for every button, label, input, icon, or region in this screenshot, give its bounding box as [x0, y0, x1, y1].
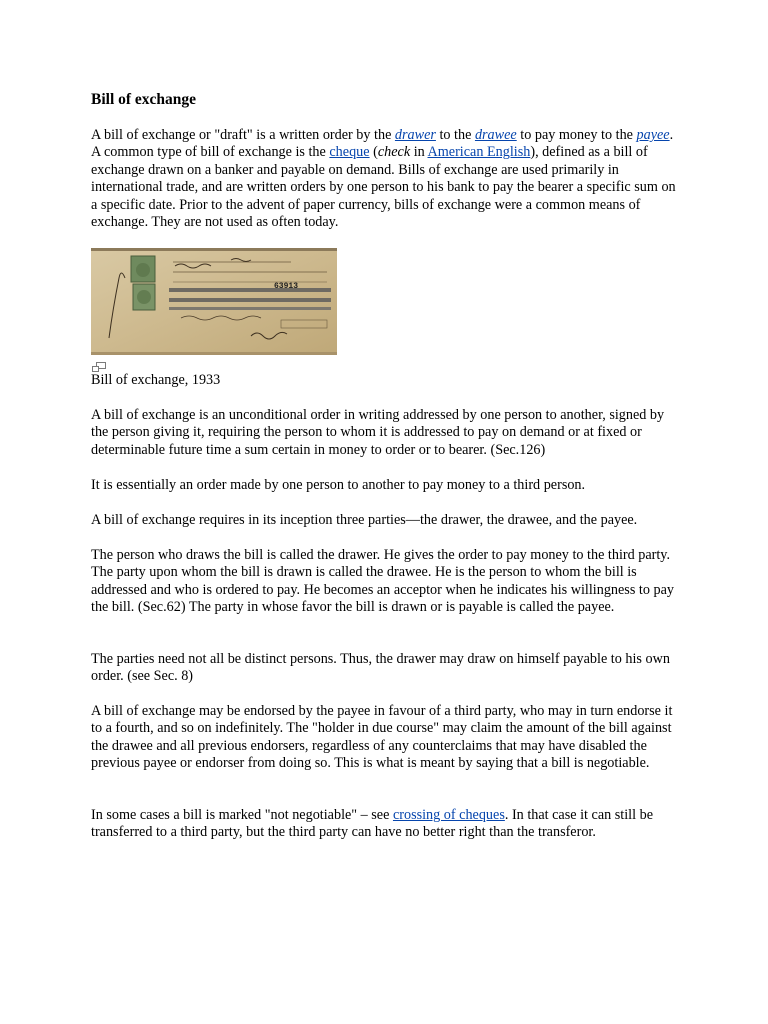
crossing-of-cheques-link[interactable]: crossing of cheques — [392, 807, 505, 823]
intro-text-3: to pay money to the — [516, 127, 637, 143]
payee-link[interactable]: payee — [636, 127, 670, 143]
cheque-link[interactable]: cheque — [329, 144, 370, 161]
image-caption: Bill of exchange, 1933 — [91, 372, 221, 388]
intro-text-1: A bill of exchange or "draft" is a written order by the — [91, 127, 395, 143]
drawee-link[interactable]: drawee — [474, 127, 517, 143]
enlarge-icon[interactable] — [91, 360, 107, 372]
intro-text-2: to the — [435, 127, 475, 143]
article-title: Bill of exchange — [91, 91, 197, 108]
p7-text-2: . In that case it can still be transferred to a third party, but the third party can have no better right than the transferor. — [91, 807, 653, 841]
paragraph-definition: A bill of exchange is an unconditional order in writing addressed by one person to another, signed by the person giving it, requiring the person to whom it is addressed to pay on demand or at fixed or determinable future time a sum certain in money to order or to bearer. (Sec.126) — [91, 407, 665, 458]
intro-paragraph — [91, 127, 683, 231]
intro-text-5: ( — [369, 144, 378, 161]
check-word: check — [377, 144, 411, 161]
paragraph-endorsement: A bill of exchange may be endorsed by the payee in favour of a third party, who may in turn endorse it to a fourth, and so on indefinitely. The "holder in due course" may claim the amount of the bill against the drawee and all previous endorsers, regardless of any counterclaims that may have disabled the previous payee or endorser from doing so. This is what is meant by saying that a bill is negotiable. — [91, 703, 673, 772]
intro-text-4: . A common type of bill of exchange is the — [91, 127, 674, 161]
paragraph-parties: A bill of exchange requires in its inception three parties—the drawer, the drawee, and the payee. — [91, 512, 638, 528]
paragraph-not-negotiable — [91, 807, 683, 842]
image-number: 63913 — [274, 282, 299, 291]
paragraph-essence: It is essentially an order made by one person to another to pay money to a third person. — [91, 477, 586, 493]
p7-text-1: In some cases a bill is marked "not negotiable" – see — [91, 807, 393, 823]
intro-text-7: ), defined as a bill of exchange drawn on a banker and payable on demand. Bills of exchange are used primarily in international trade, and are written orders by one person to his bank to pay the bearer a specific sum on a specific date. Prior to the advent of paper currency, bills of exchange were a common means of exchange. They are not used as often today. — [91, 144, 676, 231]
american-english-link[interactable]: American English — [427, 144, 531, 161]
intro-text-6: in — [410, 144, 428, 161]
paragraph-distinct-persons: The parties need not all be distinct persons. Thus, the drawer may draw on himself payable to his own order. (see Sec. 8) — [91, 651, 670, 685]
drawer-link[interactable]: drawer — [394, 127, 436, 143]
paragraph-roles: The person who draws the bill is called the drawer. He gives the order to pay money to the third party. The party upon whom the bill is drawn is called the drawee. He is the person to whom the bill is addressed and who is ordered to pay. He becomes an acceptor when he indicates his willingness to pay the bill. (Sec.62) The party in whose favor the bill is drawn or is payable is called the payee. — [91, 547, 674, 616]
bill-of-exchange-image[interactable] — [91, 248, 337, 355]
